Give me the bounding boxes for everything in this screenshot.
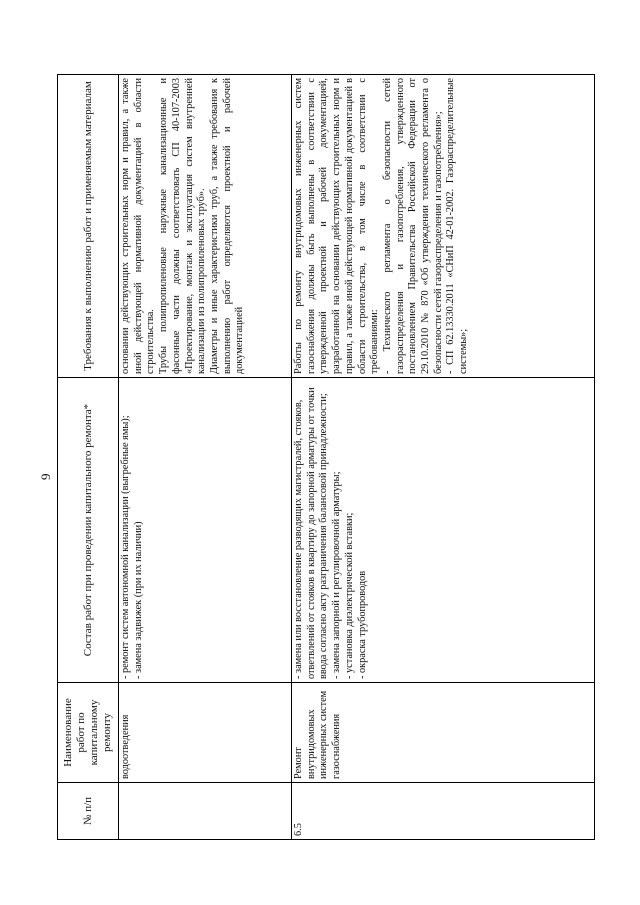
requirements-paragraph: Трубы полипропиленовые наружные канализационные и фасонные части должны соответствовать СП 40-107-2003 «Проектирование, монтаж и эксплуатация систем внутренней канализации из полипропиленовых труб». xyxy=(158,78,208,374)
row-1-composition xyxy=(119,378,292,683)
table-row xyxy=(292,75,595,840)
requirements-paragraph: - Технического регламента о безопасности сетей газораспределения и газопотребления, утвержденного постановлением Правительства Российской Федерации от 29.10.2010 № 870 «Об утверждении технического регламента о безопасности сетей газораспределения и газопотребления»; xyxy=(381,78,444,374)
composition-item: - замена задвижек (при их наличии) xyxy=(132,521,144,679)
row-1-name: водоотведения xyxy=(119,683,292,783)
table-row xyxy=(119,75,292,840)
header-requirements: Требования к выполнению работ и применяемым материалам xyxy=(58,75,119,378)
row-1-requirements xyxy=(119,75,292,378)
row-2-num: 6.5 xyxy=(292,783,595,840)
header-name: Наименование работ по капитальному ремонту xyxy=(58,683,119,783)
requirements-paragraph: Работы по ремонту внутридомовых инженерных систем газоснабжения должны быть выполнены в соответствии с утвержденной проектной и рабочей документацией, разработанной на основании действующих строительных норм и правил, а также иной действующей нормативной документацией в области строительства, в том числе в соответствии с требованиями: xyxy=(293,78,381,374)
row-2-composition xyxy=(292,378,595,683)
requirements-paragraph: Диаметры и иные характеристики труб, а также требования к выполнению работ определяются проектной и рабочей документацией xyxy=(208,78,246,374)
composition-item: - окраска трубопроводов xyxy=(356,570,368,679)
header-composition: Состав работ при проведении капитального ремонта* xyxy=(58,378,119,683)
composition-item: - ремонт систем автономной канализации (выгребные ямы); xyxy=(120,415,131,679)
row-2-name: Ремонт внутридомовых инженерных систем газоснабжения xyxy=(292,683,595,783)
composition-item: - замена запорной и регулировочной арматуры; xyxy=(331,471,343,679)
page-number: 9 xyxy=(38,473,53,480)
row-1-num xyxy=(119,783,292,840)
row-2-requirements xyxy=(292,75,595,378)
requirements-paragraph: основании действующих строительных норм и правил, а также иной действующей нормативной документацией в области строительства. xyxy=(120,78,157,374)
requirements-paragraph: - СП 62.13330.2011 «СНиП 42-01-2002. Газораспределительные системы»; xyxy=(445,78,470,374)
composition-item: - установка диэлектрической вставки; xyxy=(343,512,355,679)
table-header-row xyxy=(58,75,119,840)
header-num: № п/п xyxy=(58,783,119,840)
composition-item: - замена или восстановление разводящих магистралей, стояков, ответвлений от стояков в квартиру до запорной арматуры от точки ввода согласно акту разграничения балансовой принадлежности; xyxy=(293,387,330,679)
repair-works-table xyxy=(57,74,595,840)
